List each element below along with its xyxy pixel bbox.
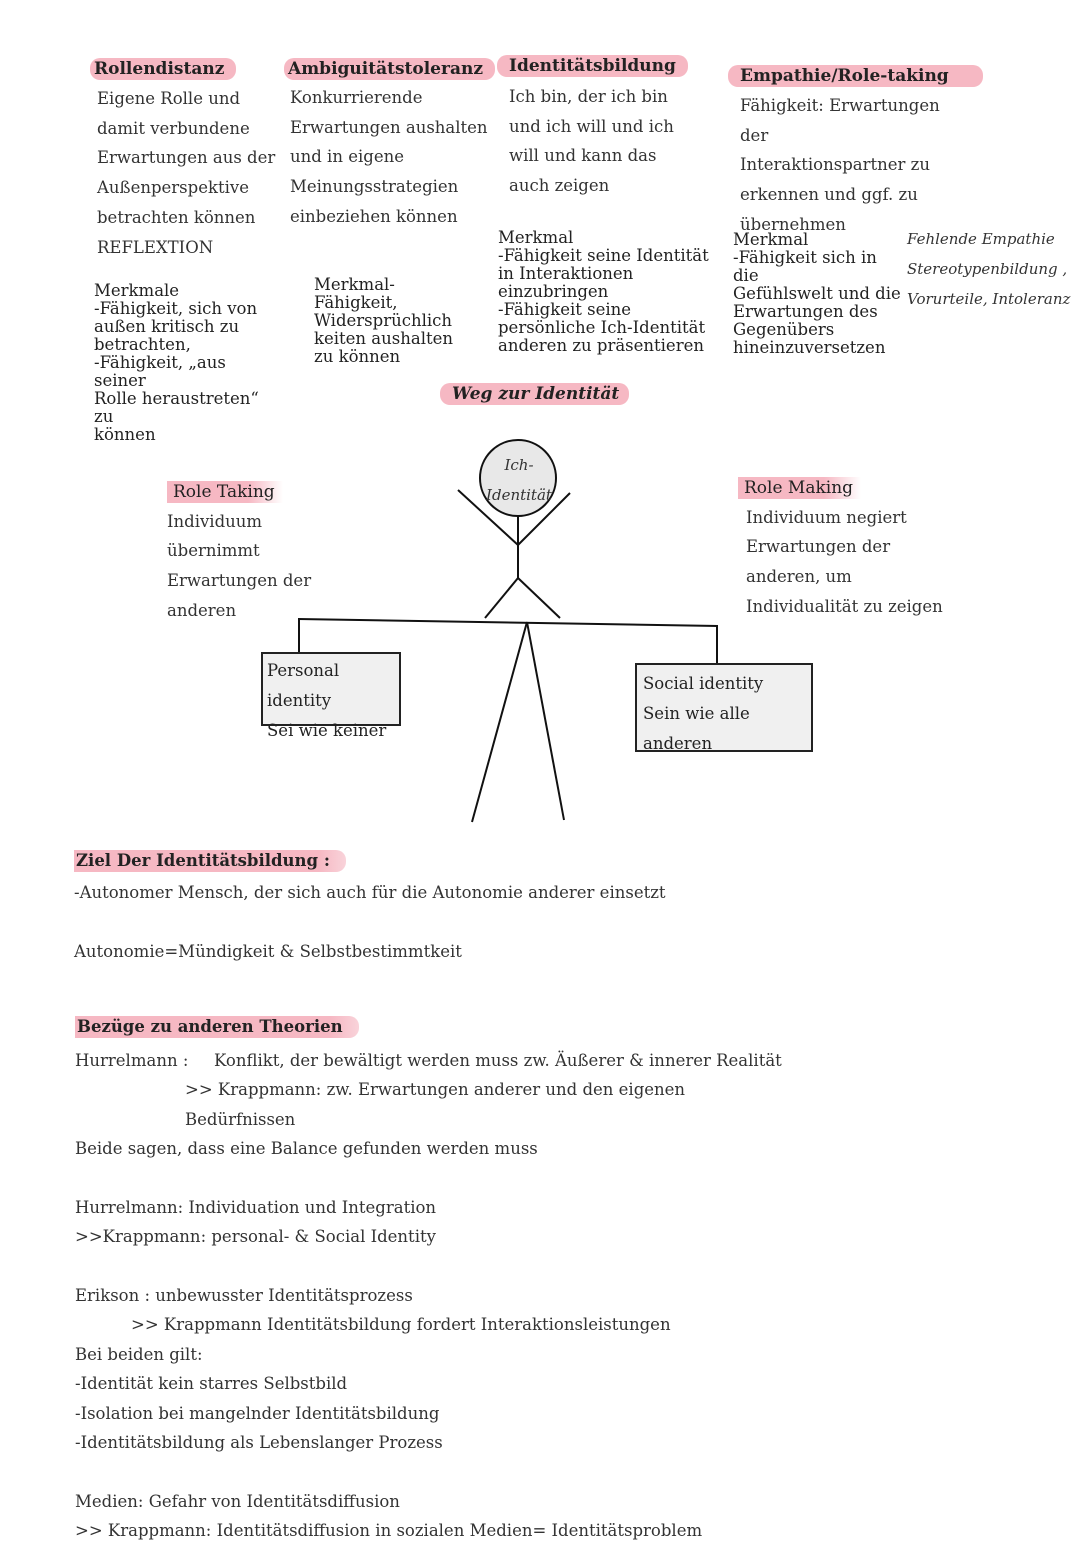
text-line: Individualität zu zeigen [746, 596, 943, 616]
text-line: Erwartungen der [746, 537, 891, 557]
figure-right-leg [518, 578, 560, 618]
text-line: Ich bin, der ich bin [509, 87, 668, 106]
text-line: können [94, 425, 156, 444]
text-line: Erwartungen des [733, 302, 878, 321]
text-line: Fehlende Empathie [907, 230, 1055, 248]
text-line: Konflikt, der bewältigt werden muss zw. Äußerer & innerer Realität [214, 1050, 782, 1070]
text-line: erkennen und ggf. zu [740, 185, 918, 205]
text-line: Meinungsstrategien [290, 177, 459, 197]
stand-left [472, 622, 527, 822]
text-line: Merkmal- [314, 275, 395, 294]
text-line: auch zeigen [509, 176, 610, 196]
text-line: >> Krappmann: Identitätsdiffusion in sozialen Medien= Identitätsproblem [75, 1521, 703, 1540]
text-line: übernimmt [167, 541, 260, 561]
text-line: Interaktionspartner zu [740, 155, 930, 175]
text-line: Merkmal [498, 228, 574, 247]
text-line: Gegenübers [733, 320, 835, 339]
text-line: Individuum negiert [746, 507, 907, 527]
text-line: Identität [486, 486, 552, 504]
text-line: Medien: Gefahr von Identitätsdiffusion [75, 1491, 400, 1511]
identitaet-title: Identitätsbildung [497, 55, 688, 77]
text-line: und in eigene [290, 147, 404, 167]
text-line: betrachten, [94, 335, 191, 354]
role-taking-title: Role Taking [167, 481, 283, 503]
balance-beam [298, 619, 718, 626]
text-line: Merkmale [94, 281, 180, 300]
rollendistanz-title: Rollendistanz [90, 58, 236, 80]
text-line: Konkurrierende [290, 88, 423, 107]
role-making-title: Role Making [738, 477, 861, 499]
text-line: Individuum [167, 511, 263, 531]
text-line: Vorurteile, Intoleranz [907, 290, 1071, 308]
hurrelmann-label: Hurrelmann : [75, 1050, 189, 1070]
text-line: >> Krappmann Identitätsbildung fordert Interaktionsleistungen [131, 1315, 671, 1334]
text-line: Autonomie=Mündigkeit & Selbstbestimmtkeit [74, 942, 462, 961]
text-line: hineinzuversetzen [733, 338, 886, 357]
text-line: Widersprüchlich [314, 311, 452, 330]
ziel-heading: Ziel Der Identitätsbildung : [74, 850, 346, 872]
text-line: Hurrelmann: Individuation und Integration [75, 1197, 437, 1217]
text-line: keiten aushalten [314, 329, 454, 348]
text-line: Stereotypenbildung , [907, 260, 1068, 278]
text-line: Fähigkeit, [314, 293, 398, 312]
text-line: Außenperspektive [97, 178, 249, 198]
text-line: REFLEXTION [97, 237, 214, 257]
stand-right [527, 622, 564, 820]
personal-identity-box [261, 652, 401, 740]
text-line: übernehmen [740, 214, 846, 234]
text-line: anderen, um [746, 567, 852, 587]
personal-identity-label: Personal identity [267, 661, 340, 710]
text-line: Gefühlswelt und die [733, 284, 901, 303]
personal-identity-subline: Sei wie keiner [267, 721, 387, 740]
role-making [738, 473, 948, 622]
text-line: betrachten können [97, 207, 256, 227]
social-identity-label: Social identity [643, 674, 764, 693]
text-line: zu können [314, 347, 401, 366]
social-identity-subline: Sein wie alle anderen [643, 704, 750, 753]
text-line: Erwartungen aushalten [290, 117, 488, 137]
text-line: Erikson : unbewusster Identitätsprozess [75, 1285, 413, 1305]
text-line: Erwartungen aus der [97, 148, 276, 168]
text-line: -Fähigkeit sich in die [733, 248, 877, 285]
text-line: einbeziehen können [290, 206, 458, 226]
text-line: anderen zu präsentieren [498, 336, 704, 355]
social-identity-box [635, 663, 813, 752]
text-line: -Autonomer Mensch, der sich auch für die Autonomie anderer einsetzt [74, 882, 666, 902]
text-line: damit verbundene [97, 118, 250, 138]
text-line: Eigene Rolle und [97, 89, 241, 108]
text-line: Merkmal [733, 230, 809, 249]
bezuege-section [75, 1012, 795, 1546]
text-line: -Identitätsbildung als Lebenslanger Prozess [75, 1433, 443, 1452]
text-line: außen kritisch zu [94, 317, 240, 336]
text-line: >> Krappmann: zw. Erwartungen anderer und den eigenen Bedürfnissen [185, 1080, 686, 1129]
text-line: Erwartungen der [167, 571, 312, 591]
text-line: -Isolation bei mangelnder Identitätsbildung [75, 1403, 440, 1423]
role-taking [167, 477, 337, 626]
text-line: >>Krappmann: personal- & Social Identity [75, 1227, 436, 1246]
text-line: anderen [167, 600, 237, 620]
ambiguitaet-title: Ambiguitätstoleranz [284, 58, 495, 80]
text-line: -Fähigkeit, „aus seiner [94, 353, 226, 390]
text-line: -Fähigkeit seine [498, 300, 632, 319]
text-line: einzubringen [498, 282, 609, 301]
text-line: Beide sagen, dass eine Balance gefunden werden muss [75, 1139, 538, 1158]
text-line: Fähigkeit: Erwartungen der [740, 96, 940, 145]
text-line: und ich will und ich [509, 116, 674, 136]
diagram-title: Weg zur Identität [440, 383, 629, 405]
text-line: Ich- [504, 456, 534, 474]
text-line: in Interaktionen [498, 264, 634, 283]
text-line: Rolle heraustreten“ zu [94, 389, 259, 426]
text-line: -Fähigkeit, sich von [94, 299, 258, 318]
bezuege-heading: Bezüge zu anderen Theorien [75, 1016, 359, 1038]
text-line: will und kann das [509, 146, 657, 166]
head-label [484, 450, 554, 510]
empathie-title: Empathie/Role-taking [728, 65, 983, 87]
text-line: -Identität kein starres Selbstbild [75, 1374, 348, 1393]
figure-left-leg [485, 578, 518, 618]
text-line: Bei beiden gilt: [75, 1344, 203, 1364]
text-line: -Fähigkeit seine Identität [498, 246, 709, 265]
text-line: persönliche Ich-Identität [498, 318, 706, 337]
ziel-section [74, 846, 774, 967]
